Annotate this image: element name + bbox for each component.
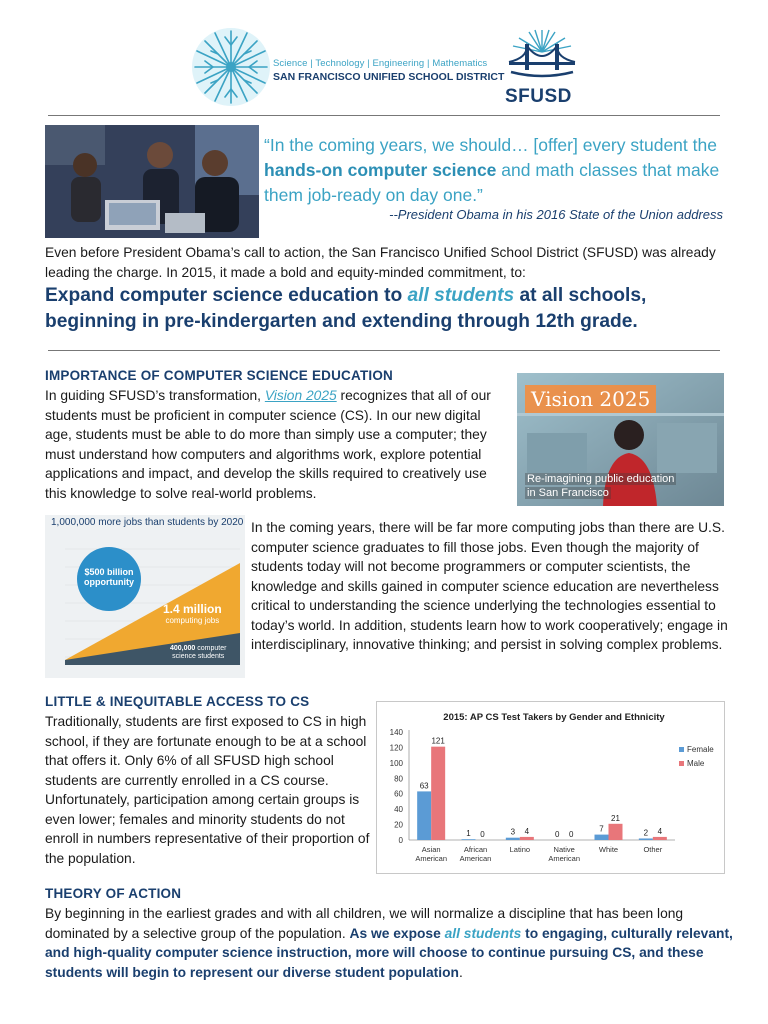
data-label: 21 <box>611 813 620 823</box>
legend-label-female: Female <box>687 745 714 754</box>
opportunity-bubble <box>77 567 141 587</box>
computing-jobs-text: computing jobs <box>165 616 220 625</box>
category-label: White <box>598 845 619 854</box>
y-tick-label: 60 <box>394 789 403 799</box>
category-label: American <box>548 854 581 863</box>
cs-students-number: 400,000 <box>170 645 196 652</box>
commitment-headline <box>45 283 735 335</box>
importance-section-title: IMPORTANCE OF COMPUTER SCIENCE EDUCATION <box>45 368 394 383</box>
quote-part1: “In the coming years, we should… [offer] every student the <box>264 135 717 155</box>
golden-gate-bridge-icon <box>507 28 577 84</box>
data-label: 0 <box>568 830 574 839</box>
section-divider <box>48 350 720 351</box>
y-tick-label: 80 <box>394 774 403 784</box>
ap-cs-chart-svg <box>377 702 724 873</box>
access-paragraph: Traditionally, students are first exposed to CS in high school, if they are fortunate enough to be at a school that offers it. Only 6% of all SFUSD high school students are currently enrolled in a CS course. Unfortunately, participation among certain groups is even lower; females and minority students do not enroll in numbers representative of their proportion of the population. <box>45 714 370 866</box>
sfusd-logo-text: SFUSD <box>505 86 572 107</box>
category-label: American <box>459 854 492 863</box>
bar-male <box>520 837 534 840</box>
theory-em-after: to engaging, culturally relevant, and high-quality computer science instruction, more will choose to continue pursuing CS, and these students will begin to represent our diverse student population <box>45 925 733 980</box>
cs-students-label <box>170 645 226 661</box>
importance-p1-after: recognizes that all of our students must be proficient in computer science (CS). In our new digital age, students must be able to do more than simply use a computer; they must understand how computers and algorithms work, explore potential applications and impact, and develop the skills required to creatively use this knowledge to solve real-world problems. <box>45 388 491 501</box>
data-label: 0 <box>480 830 485 839</box>
data-label: 0 <box>554 830 560 839</box>
category-label: Native <box>553 845 575 854</box>
theory-plain-text: By beginning in the earliest grades and with all children, we will normalize a discipline that has been long dominated by a selective group of the population. <box>45 906 684 941</box>
district-name: SAN FRANCISCO UNIFIED SCHOOL DISTRICT <box>273 71 505 83</box>
bar-female <box>595 835 609 840</box>
data-label: 7 <box>599 824 604 834</box>
headline-part2: at all schools, beginning in pre-kindergarten and extending through 12th grade. <box>45 285 647 332</box>
y-tick-label: 20 <box>394 820 403 830</box>
chart-title: 2015: AP CS Test Takers by Gender and Ethnicity <box>443 712 665 723</box>
access-section-title: LITTLE & INEQUITABLE ACCESS TO CS <box>45 694 310 709</box>
data-label: 4 <box>524 826 530 836</box>
vision-caption-line1: Re-imagining public education <box>527 473 675 485</box>
data-label: 3 <box>510 827 516 837</box>
headline-emphasis: all students <box>407 285 515 306</box>
bar-male <box>653 837 667 840</box>
theory-section-title: THEORY OF ACTION <box>45 886 182 901</box>
stem-disciplines-line: Science | Technology | Engineering | Mathematics <box>273 58 488 69</box>
stem-tree-icon <box>191 27 271 107</box>
category-label: American <box>415 854 448 863</box>
quote-part2: and math classes that make them job-ready on day one.” <box>264 160 720 205</box>
legend-swatch-female <box>679 747 684 752</box>
vision-2025-link[interactable]: Vision 2025 <box>264 388 337 403</box>
students-photo <box>45 125 259 238</box>
quote-emphasis: hands-on computer science <box>264 160 497 180</box>
bar-female <box>506 838 520 840</box>
sfusd-logo <box>507 28 577 84</box>
data-label: 4 <box>657 826 663 836</box>
cs-students-text2: science students <box>172 653 225 660</box>
theory-paragraph <box>45 904 735 982</box>
bar-female <box>462 839 476 840</box>
jobs-infographic-header: 1,000,000 more jobs than students by 2020 <box>51 517 244 528</box>
importance-paragraph-1 <box>45 386 510 503</box>
data-label: 2 <box>643 828 649 838</box>
computing-jobs-label <box>163 602 222 625</box>
y-tick-label: 140 <box>389 728 403 737</box>
legend-label-male: Male <box>687 759 705 768</box>
y-tick-label: 40 <box>394 805 403 815</box>
importance-paragraph-2: In the coming years, there will be far more computing jobs than there are U.S. computer science graduates to fill those jobs. Even though the majority of students today will not become programmers or computer scientists, the knowledge and skills gained in computer science education are nevertheless critical to understanding the science underlying the technologies essential to today’s world. In addition, students learn how to work cooperatively; engage in interdisciplinary, innovative thinking; and persist in solving complex problems. <box>251 520 728 652</box>
theory-end: . <box>458 964 463 980</box>
bar-male <box>431 747 445 840</box>
data-label: 63 <box>419 781 429 791</box>
bubble-line2: opportunity <box>84 577 134 587</box>
obama-quote <box>264 133 734 208</box>
stem-logo-text <box>273 58 508 83</box>
vision-2025-image <box>517 373 724 506</box>
ap-cs-chart <box>376 701 725 874</box>
theory-em-before: As we expose <box>349 925 445 941</box>
stem-logo <box>191 27 271 107</box>
vision-image-title: Vision 2025 <box>525 385 656 413</box>
category-label: African <box>463 845 488 854</box>
y-tick-label: 0 <box>398 836 403 845</box>
jobs-infographic <box>45 515 245 678</box>
bar-female <box>417 791 431 840</box>
data-label: 1 <box>466 829 471 839</box>
vision-image-caption <box>525 472 715 500</box>
intro-paragraph: Even before President Obama’s call to action, the San Francisco Unified School District (SFUSD) was already leading the charge. In 2015, it made a bold and equity-minded commitment, to: <box>45 245 716 280</box>
quote-attribution: --President Obama in his 2016 State of the Union address <box>389 207 723 222</box>
computing-jobs-number: 1.4 million <box>163 602 222 616</box>
bar-female <box>639 838 653 840</box>
theory-em-italic: all students <box>444 925 522 941</box>
category-label: Latino <box>509 845 531 854</box>
y-tick-label: 100 <box>389 758 403 768</box>
y-tick-label: 120 <box>389 743 403 753</box>
legend-swatch-male <box>679 761 684 766</box>
cs-students-text1: computer <box>197 645 227 652</box>
bar-male <box>609 824 623 840</box>
importance-p1-before: In guiding SFUSD’s transformation, <box>45 388 265 403</box>
category-label: Asian <box>421 845 441 854</box>
data-label: 121 <box>431 736 445 746</box>
vision-caption-line2: in San Francisco <box>527 487 609 499</box>
bubble-line1: $500 billion <box>84 567 134 577</box>
header-divider <box>48 115 720 116</box>
headline-part1: Expand computer science education to <box>45 285 408 306</box>
category-label: Other <box>643 845 663 854</box>
